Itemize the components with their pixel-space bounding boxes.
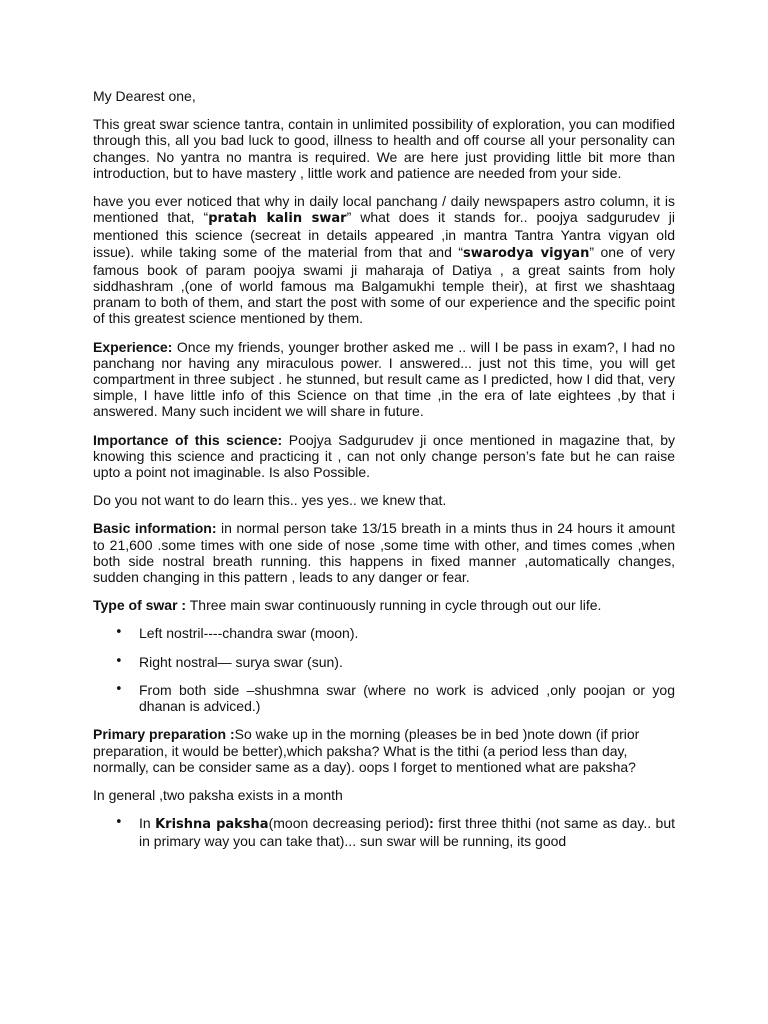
intro-paragraph: This great swar science tantra, contain in unlimited possibility of exploration, you can modified through this, all you bad luck to good, illness to health and off course all your personality can changes. No yantra no mantra is required. We are here just providing little bit more than introduction, but to have mastery , little work and patience are needed from your side. — [93, 116, 675, 181]
learn-paragraph: Do you not want to do learn this.. yes yes.. we knew that. — [93, 492, 447, 509]
basic-information-label: Basic information: — [93, 520, 217, 537]
swarodya-vigyan-term: swarodya vigyan — [463, 245, 590, 261]
primary-preparation-paragraph: Primary preparation :So wake up in the morning (pleases be in bed )note down (if prior preparation, it would be better),which paksha? What is the tithi (a period less than day, normally, can be consider same as a day). oops I forget to mentioned what are paksha? — [93, 726, 640, 775]
primary-preparation-label: Primary preparation : — [93, 726, 235, 743]
type-of-swar-paragraph: Type of swar : Three main swar continuously running in cycle through out our life. — [93, 597, 602, 614]
panchang-paragraph: have you ever noticed that why in daily local panchang / daily newspapers astro column, it is mentioned that, “pratah kalin swar” what does it stands for.. poojya sadgurudev ji mentioned this science (secreat in details appeared ,in mantra Tantra Yantra vigyan old issue). while taking some of the material from that and “swarodya vigyan” one of very famous book of param poojya swami ji maharaja of Datiya , a great saints from holy siddhashram ,(one of world famous ma Balgamukhi temple their), at first we shashtaag pranam to both of them, and start the post with some of our experience and the specific point of this greatest science mentioned by them. — [93, 193, 676, 327]
pratah-kalin-swar-term: pratah kalin swar — [208, 211, 347, 227]
list-item: • Right nostral— surya swar (sun). — [93, 654, 675, 670]
general-paragraph: In general ,two paksha exists in a month — [93, 786, 343, 803]
paksha-list — [93, 815, 675, 849]
importance-label: Importance of this science: — [93, 431, 283, 448]
list-item: • From both side –shushmna swar (where no work is adviced ,only poojan or yog dhanan is adviced.) — [93, 682, 675, 714]
list-item: • Left nostril----chandra swar (moon). — [93, 625, 675, 641]
list-item: • In Krishna paksha(moon decreasing period): first three thithi (not same as day.. but in primary way you can take that)... sun swar will be running, its good — [93, 815, 675, 849]
experience-label: Experience: — [93, 338, 173, 355]
swar-list — [93, 625, 675, 714]
krishna-paksha-term: Krishna paksha — [155, 817, 269, 833]
experience-paragraph: Experience: Once my friends, younger brother asked me .. will I be pass in exam?, I had no panchang nor having any miraculous power. I answered... just not this time, you will get compartment in three subject . he stunned, but result came as I predicted, how I did that, very simple, I have little info of this Science on that time ,in the era of late eightees ,by that i answered. Many such incident we will share in future. — [93, 338, 675, 420]
greeting: My Dearest one, — [93, 88, 196, 104]
basic-information-paragraph: Basic information: in normal person take 13/15 breath in a mints thus in 24 hours it amount to 21,600 .some times with one side of nose ,some time with other, and times comes ,when both side nostral breath running. this happens in fixed manner ,automatically changes, sudden changing in this pattern , leads to any danger or fear. — [93, 520, 675, 586]
type-of-swar-label: Type of swar : — [93, 597, 187, 614]
importance-paragraph: Importance of this science: Poojya Sadgurudev ji once mentioned in magazine that, by knowing this science and practicing it , can not only change person’s fate but he can raise upto a point not imaginable. Is also Possible. — [93, 431, 675, 481]
